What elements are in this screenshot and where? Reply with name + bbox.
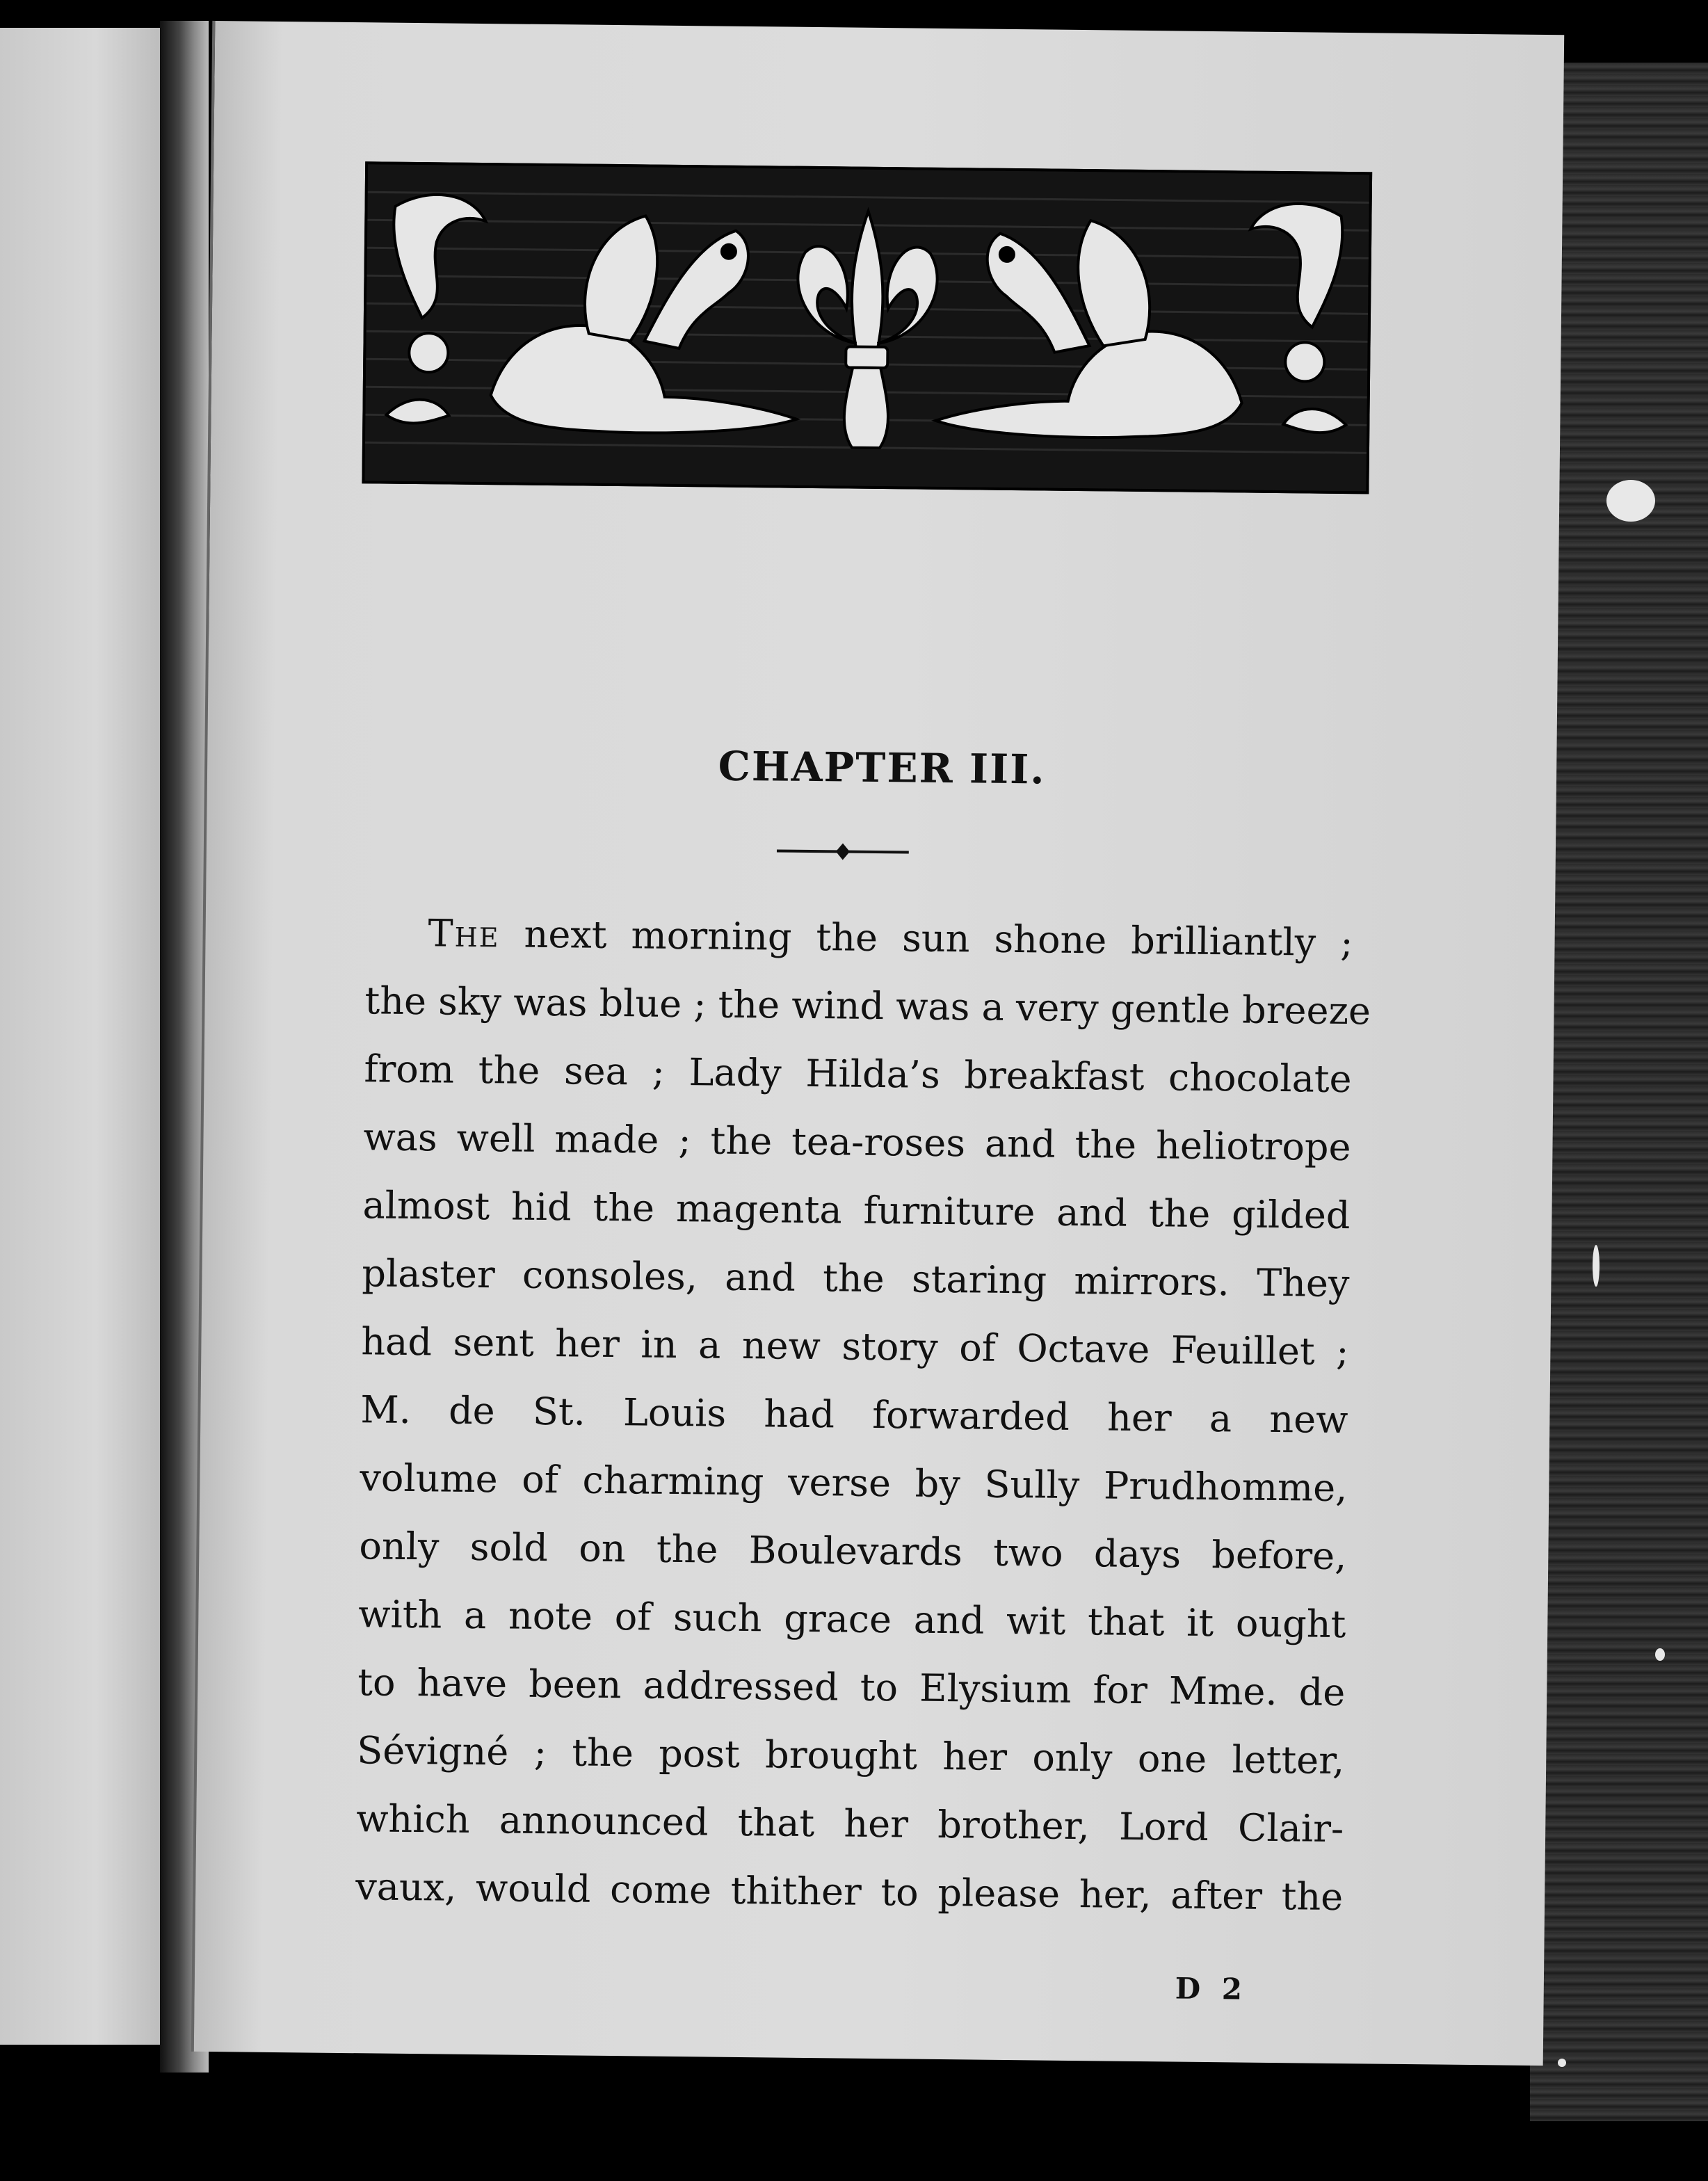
- fleur-de-lis-griffins-icon: [364, 164, 1369, 491]
- dust-speck: [1593, 1245, 1600, 1287]
- text-line: volume of charming verse by Sully Prudhomme,: [360, 1456, 1348, 1511]
- signature-mark: D 2: [1175, 1971, 1248, 2006]
- text-line: only sold on the Boulevards two days before,: [359, 1524, 1347, 1579]
- text-line: plaster consoles, and the staring mirrors. They: [362, 1251, 1350, 1306]
- divider-ornament-icon: [777, 840, 909, 862]
- text-line: Sévigné ; the post brought her only one letter,: [356, 1728, 1345, 1783]
- text-line: with a note of such grace and wit that it ought: [358, 1592, 1346, 1647]
- text-line: had sent her in a new story of Octave Feuillet ;: [361, 1319, 1349, 1374]
- chapter-title: CHAPTER III.: [718, 742, 1046, 794]
- text-line: to have been addressed to Elysium for Mme. de: [357, 1660, 1346, 1715]
- dust-speck: [1558, 2059, 1566, 2067]
- book-page: [191, 21, 1564, 2066]
- dust-speck: [1655, 1648, 1665, 1661]
- text-line: which announced that her brother, Lord Clair-: [355, 1796, 1344, 1851]
- text-line-first: [365, 899, 1353, 977]
- headpiece-engraving: [362, 161, 1372, 494]
- text-line: vaux, would come thither to please her, after the: [355, 1865, 1344, 1920]
- text-line: was well made ; the tea-roses and the heliotrope: [363, 1115, 1351, 1170]
- text-line-first-rest: next morning the sun shone brilliantly ;: [524, 912, 1353, 965]
- facing-page-left: [0, 28, 164, 2045]
- lead-word: The: [428, 911, 500, 956]
- chapter-body: [355, 899, 1371, 1931]
- text-line: M. de St. Louis had forwarded her a new: [360, 1387, 1348, 1442]
- text-line: from the sea ; Lady Hilda’s breakfast chocolate: [364, 1047, 1352, 1102]
- text-line: the sky was blue ; the wind was a very gentle breeze: [364, 979, 1371, 1033]
- text-line: almost hid the magenta furniture and the gilded: [362, 1183, 1351, 1238]
- dust-speck: [1606, 480, 1655, 522]
